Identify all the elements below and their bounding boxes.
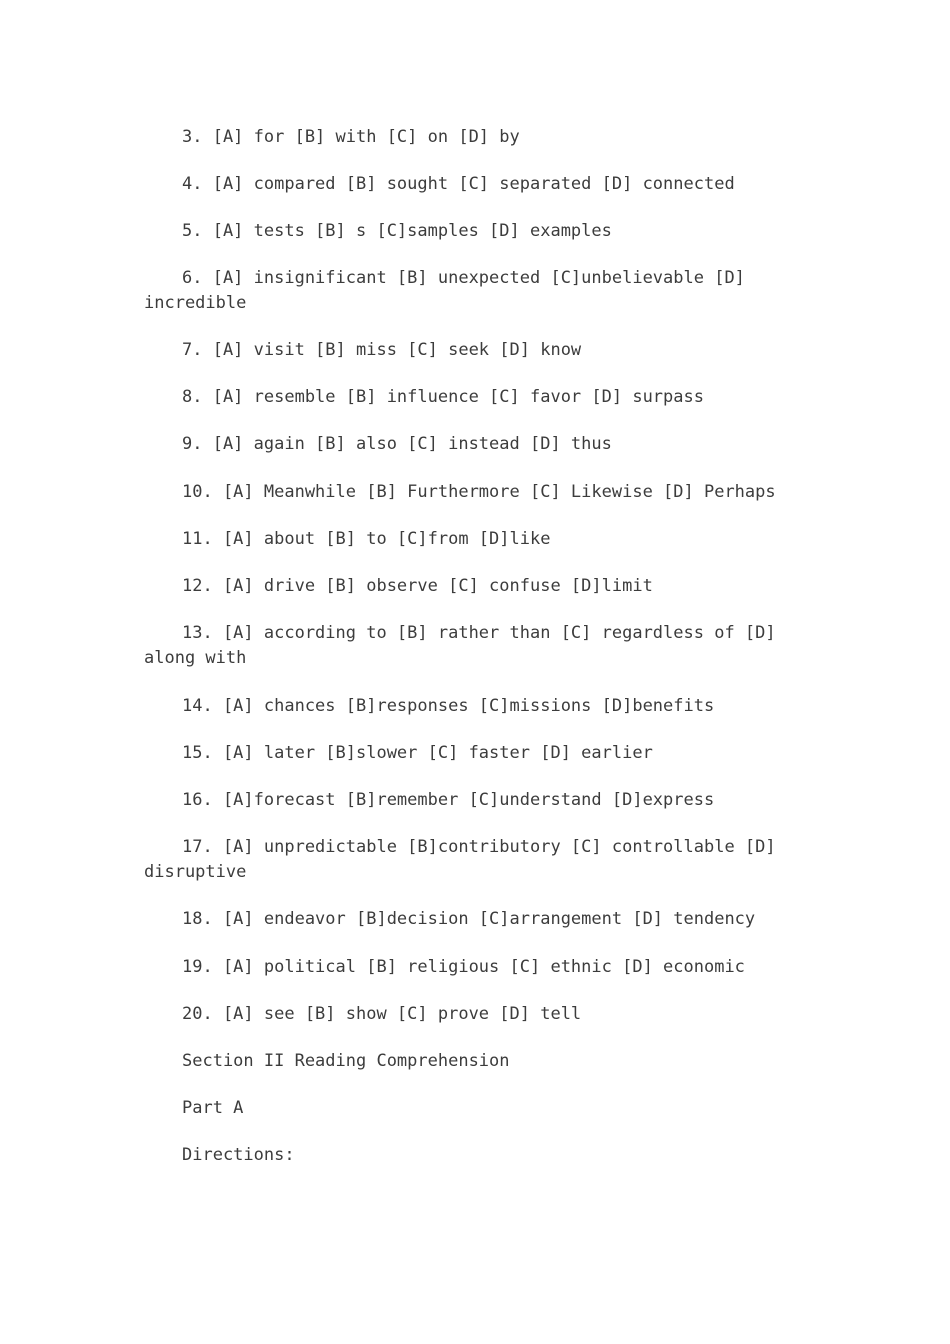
- question-4-options: 4. [A] compared [B] sought [C] separated [D] connected: [182, 174, 735, 194]
- question-10-options: 10. [A] Meanwhile [B] Furthermore [C] Likewise [D] Perhaps: [182, 482, 776, 502]
- question-11-options: 11. [A] about [B] to [C]from [D]like: [182, 529, 551, 549]
- part-heading: Part A: [182, 1098, 244, 1118]
- question-12-options: 12. [A] drive [B] observe [C] confuse [D]limit: [182, 576, 653, 596]
- question-13-options: 13. [A] according to [B] rather than [C] regardless of [D] along with: [144, 623, 786, 668]
- question-15-options: 15. [A] later [B]slower [C] faster [D] earlier: [182, 743, 653, 763]
- section-heading: Section II Reading Comprehension: [182, 1051, 510, 1071]
- question-8-options: 8. [A] resemble [B] influence [C] favor [D] surpass: [182, 387, 704, 407]
- question-19-options: 19. [A] political [B] religious [C] ethnic [D] economic: [182, 957, 745, 977]
- question-7-options: 7. [A] visit [B] miss [C] seek [D] know: [182, 340, 582, 360]
- question-17-options: 17. [A] unpredictable [B]contributory [C] controllable [D] disruptive: [144, 837, 786, 882]
- question-20-options: 20. [A] see [B] show [C] prove [D] tell: [182, 1004, 582, 1024]
- question-18-options: 18. [A] endeavor [B]decision [C]arrangement [D] tendency: [182, 909, 756, 929]
- question-9-options: 9. [A] again [B] also [C] instead [D] thus: [182, 434, 612, 454]
- question-14-options: 14. [A] chances [B]responses [C]missions [D]benefits: [182, 696, 715, 716]
- question-5-options: 5. [A] tests [B] s [C]samples [D] examples: [182, 221, 612, 241]
- directions-label: Directions:: [182, 1145, 295, 1165]
- question-16-options: 16. [A]forecast [B]remember [C]understand [D]express: [182, 790, 715, 810]
- question-3-options: 3. [A] for [B] with [C] on [D] by: [182, 127, 520, 147]
- question-6-options: 6. [A] insignificant [B] unexpected [C]unbelievable [D] incredible: [144, 268, 756, 313]
